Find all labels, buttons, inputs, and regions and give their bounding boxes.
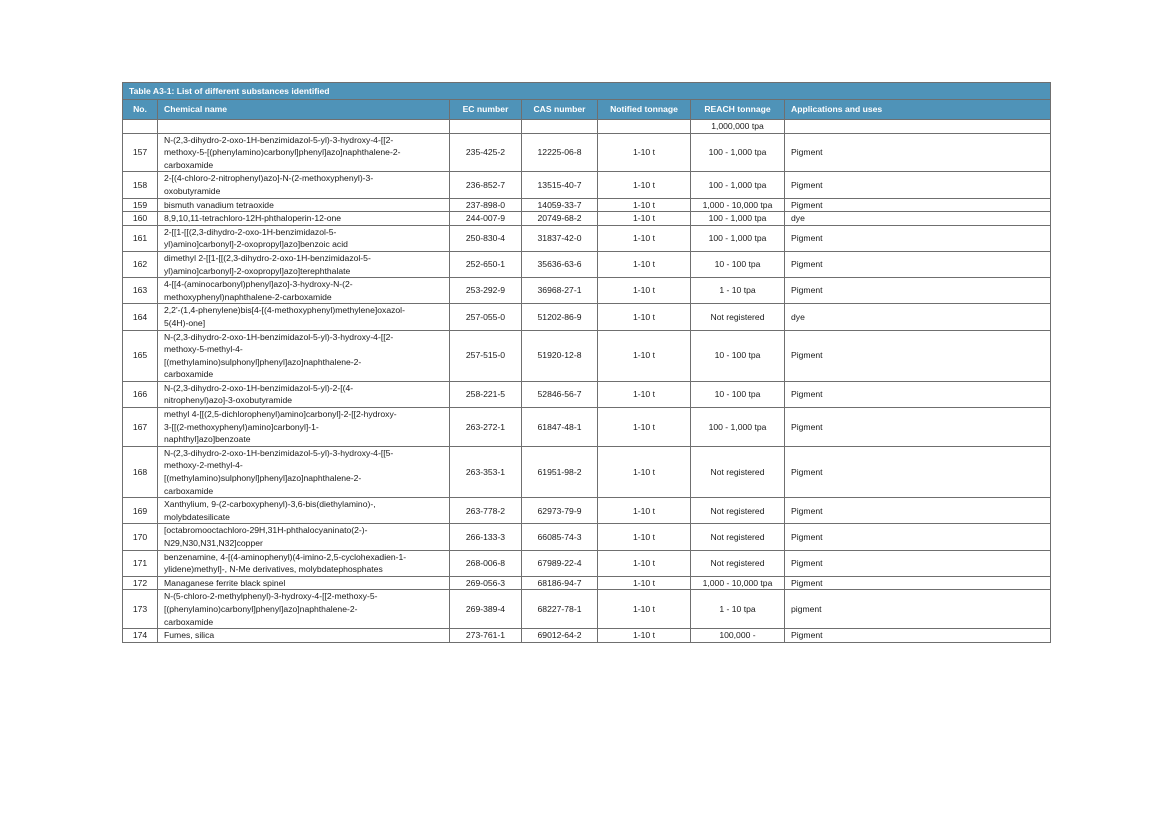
- cell-ec-number: 273-761-1: [450, 629, 522, 643]
- cell-cas-number: 20749-68-2: [522, 212, 598, 226]
- table-row: [123, 629, 1051, 643]
- cell-cas-number: 13515-40-7: [522, 172, 598, 198]
- cell-chemical-name: [158, 498, 450, 524]
- header-ec-number: EC number: [450, 100, 522, 120]
- chemical-name-line: benzenamine, 4-[(4-aminophenyl)(4-imino-2,5-cyclohexadien-1-: [164, 551, 407, 562]
- cell-notified-tonnage: 1-10 t: [598, 524, 691, 550]
- cell-chemical-name: [158, 408, 450, 447]
- cell-notified-tonnage: 1-10 t: [598, 212, 691, 226]
- cell-notified-tonnage: 1-10 t: [598, 198, 691, 212]
- cell-chemical-name: [158, 446, 450, 497]
- cell-notified-tonnage: 1-10 t: [598, 172, 691, 198]
- cell-no: 173: [123, 590, 158, 629]
- cell-reach-tonnage: 1,000,000 tpa: [691, 120, 785, 134]
- cell-ec-number: 252-650-1: [450, 251, 522, 277]
- cell-reach-tonnage: Not registered: [691, 304, 785, 330]
- chemical-name-line: bismuth vanadium tetraoxide: [164, 199, 274, 210]
- chemical-name-line: methoxyphenyl)naphthalene-2-carboxamide: [164, 291, 332, 302]
- cell-chemical-name: [158, 629, 450, 643]
- cell-notified-tonnage: 1-10 t: [598, 576, 691, 590]
- header-applications: Applications and uses: [785, 100, 1051, 120]
- cell-applications: Pigment: [785, 446, 1051, 497]
- cell-no: 164: [123, 304, 158, 330]
- table-row: [123, 133, 1051, 172]
- cell-chemical-name: [158, 278, 450, 304]
- cell-notified-tonnage: 1-10 t: [598, 304, 691, 330]
- cell-applications: Pigment: [785, 524, 1051, 550]
- cell-cas-number: 61951-98-2: [522, 446, 598, 497]
- carryover-row: [123, 120, 1051, 134]
- cell-reach-tonnage: 1,000 - 10,000 tpa: [691, 576, 785, 590]
- cell-notified-tonnage: 1-10 t: [598, 381, 691, 407]
- cell-cas-number: 52846-56-7: [522, 381, 598, 407]
- cell-notified-tonnage: 1-10 t: [598, 251, 691, 277]
- table-row: [123, 212, 1051, 226]
- cell-applications: Pigment: [785, 381, 1051, 407]
- cell-no: [123, 120, 158, 134]
- cell-applications: Pigment: [785, 576, 1051, 590]
- cell-notified-tonnage: 1-10 t: [598, 550, 691, 576]
- cell-ec-number: 257-055-0: [450, 304, 522, 330]
- cell-applications: [785, 120, 1051, 134]
- cell-cas-number: 61847-48-1: [522, 408, 598, 447]
- chemical-name-line: 4-[[4-(aminocarbonyl)phenyl]azo]-3-hydroxy-N-(2-: [164, 279, 353, 290]
- header-no: No.: [123, 100, 158, 120]
- chemical-name-line: carboxamide: [164, 369, 214, 380]
- cell-ec-number: 263-353-1: [450, 446, 522, 497]
- cell-cas-number: 36968-27-1: [522, 278, 598, 304]
- table-row: [123, 278, 1051, 304]
- cell-reach-tonnage: 10 - 100 tpa: [691, 251, 785, 277]
- table-row: [123, 198, 1051, 212]
- cell-cas-number: 69012-64-2: [522, 629, 598, 643]
- chemical-name-line: carboxamide: [164, 616, 214, 627]
- cell-reach-tonnage: Not registered: [691, 550, 785, 576]
- cell-applications: Pigment: [785, 133, 1051, 172]
- chemical-name-line: ylidene)methyl]-, N-Me derivatives, molybdatephosphates: [164, 564, 383, 575]
- cell-cas-number: 35636-63-6: [522, 251, 598, 277]
- chemical-name-line: 3-[[(2-methoxyphenyl)amino]carbonyl]-1-: [164, 421, 319, 432]
- chemical-name-line: N-(2,3-dihydro-2-oxo-1H-benzimidazol-5-yl)-3-hydroxy-4-[[2-: [164, 331, 394, 342]
- cell-cas-number: 31837-42-0: [522, 225, 598, 251]
- cell-chemical-name: [158, 576, 450, 590]
- cell-cas-number: 68186-94-7: [522, 576, 598, 590]
- cell-reach-tonnage: 10 - 100 tpa: [691, 330, 785, 381]
- cell-cas-number: 51202-86-9: [522, 304, 598, 330]
- chemical-name-line: 2-[[1-[[(2,3-dihydro-2-oxo-1H-benzimidazol-5-: [164, 226, 337, 237]
- cell-applications: Pigment: [785, 330, 1051, 381]
- header-notified-tonnage: Notified tonnage: [598, 100, 691, 120]
- cell-ec-number: 237-898-0: [450, 198, 522, 212]
- chemical-name-line: [(methylamino)sulphonyl]phenyl]azo]naphthalene-2-: [164, 356, 362, 367]
- table-row: [123, 304, 1051, 330]
- cell-applications: Pigment: [785, 278, 1051, 304]
- header-chemical-name: Chemical name: [158, 100, 450, 120]
- cell-ec-number: 263-272-1: [450, 408, 522, 447]
- cell-chemical-name: [158, 120, 450, 134]
- cell-ec-number: 258-221-5: [450, 381, 522, 407]
- cell-ec-number: 268-006-8: [450, 550, 522, 576]
- cell-notified-tonnage: 1-10 t: [598, 498, 691, 524]
- cell-chemical-name: [158, 524, 450, 550]
- cell-chemical-name: [158, 590, 450, 629]
- table-row: [123, 498, 1051, 524]
- cell-cas-number: 62973-79-9: [522, 498, 598, 524]
- cell-notified-tonnage: 1-10 t: [598, 590, 691, 629]
- table-row: [123, 590, 1051, 629]
- cell-reach-tonnage: 100 - 1,000 tpa: [691, 212, 785, 226]
- chemical-name-line: carboxamide: [164, 159, 214, 170]
- cell-chemical-name: [158, 330, 450, 381]
- cell-cas-number: 66085-74-3: [522, 524, 598, 550]
- header-cas-number: CAS number: [522, 100, 598, 120]
- table-title-row: [123, 83, 1051, 100]
- cell-cas-number: 68227-78-1: [522, 590, 598, 629]
- chemical-name-line: methyl 4-[[(2,5-dichlorophenyl)amino]carbonyl]-2-[[2-hydroxy-: [164, 409, 397, 420]
- chemical-name-line: methoxy-5-methyl-4-: [164, 344, 243, 355]
- table-row: [123, 524, 1051, 550]
- cell-chemical-name: [158, 251, 450, 277]
- table-row: [123, 408, 1051, 447]
- substances-table: [122, 82, 1051, 643]
- cell-applications: pigment: [785, 590, 1051, 629]
- cell-chemical-name: [158, 198, 450, 212]
- chemical-name-line: 5(4H)-one]: [164, 317, 206, 328]
- chemical-name-line: N-(2,3-dihydro-2-oxo-1H-benzimidazol-5-yl)-2-[(4-: [164, 382, 354, 393]
- chemical-name-line: carboxamide: [164, 485, 214, 496]
- cell-cas-number: [522, 120, 598, 134]
- cell-ec-number: [450, 120, 522, 134]
- cell-ec-number: 250-830-4: [450, 225, 522, 251]
- chemical-name-line: N-(2,3-dihydro-2-oxo-1H-benzimidazol-5-yl)-3-hydroxy-4-[[2-: [164, 134, 394, 145]
- chemical-name-line: [octabromooctachloro-29H,31H-phthalocyaninato(2-)-: [164, 525, 368, 536]
- cell-applications: Pigment: [785, 629, 1051, 643]
- cell-applications: Pigment: [785, 225, 1051, 251]
- table-row: [123, 225, 1051, 251]
- cell-notified-tonnage: 1-10 t: [598, 225, 691, 251]
- cell-chemical-name: [158, 172, 450, 198]
- cell-cas-number: 67989-22-4: [522, 550, 598, 576]
- cell-chemical-name: [158, 225, 450, 251]
- cell-applications: dye: [785, 304, 1051, 330]
- cell-no: 174: [123, 629, 158, 643]
- cell-chemical-name: [158, 212, 450, 226]
- chemical-name-line: naphthyl]azo]benzoate: [164, 434, 251, 445]
- cell-no: 165: [123, 330, 158, 381]
- cell-cas-number: 51920-12-8: [522, 330, 598, 381]
- cell-ec-number: 253-292-9: [450, 278, 522, 304]
- cell-ec-number: 269-389-4: [450, 590, 522, 629]
- chemical-name-line: yl)amino]carbonyl]-2-oxopropyl]azo]terephthalate: [164, 265, 351, 276]
- cell-no: 162: [123, 251, 158, 277]
- table-row: [123, 446, 1051, 497]
- table-row: [123, 576, 1051, 590]
- cell-no: 159: [123, 198, 158, 212]
- chemical-name-line: [(phenylamino)carbonyl]phenyl]azo]naphthalene-2-: [164, 603, 358, 614]
- cell-reach-tonnage: 100 - 1,000 tpa: [691, 172, 785, 198]
- table-row: [123, 330, 1051, 381]
- cell-applications: Pigment: [785, 408, 1051, 447]
- cell-ec-number: 236-852-7: [450, 172, 522, 198]
- chemical-name-line: oxobutyramide: [164, 185, 221, 196]
- chemical-name-line: molybdatesilicate: [164, 511, 230, 522]
- cell-chemical-name: [158, 304, 450, 330]
- cell-reach-tonnage: 100 - 1,000 tpa: [691, 133, 785, 172]
- cell-no: 157: [123, 133, 158, 172]
- cell-reach-tonnage: 1 - 10 tpa: [691, 590, 785, 629]
- cell-chemical-name: [158, 381, 450, 407]
- cell-reach-tonnage: 1,000 - 10,000 tpa: [691, 198, 785, 212]
- table-row: [123, 172, 1051, 198]
- chemical-name-line: N-(5-chloro-2-methylphenyl)-3-hydroxy-4-[[2-methoxy-5-: [164, 591, 378, 602]
- chemical-name-line: dimethyl 2-[[1-[[(2,3-dihydro-2-oxo-1H-benzimidazol-5-: [164, 252, 371, 263]
- table-row: [123, 550, 1051, 576]
- cell-no: 170: [123, 524, 158, 550]
- cell-ec-number: 269-056-3: [450, 576, 522, 590]
- cell-reach-tonnage: 1 - 10 tpa: [691, 278, 785, 304]
- cell-ec-number: 257-515-0: [450, 330, 522, 381]
- cell-no: 168: [123, 446, 158, 497]
- cell-reach-tonnage: 100 - 1,000 tpa: [691, 225, 785, 251]
- cell-reach-tonnage: 100 - 1,000 tpa: [691, 408, 785, 447]
- cell-applications: Pigment: [785, 498, 1051, 524]
- cell-no: 171: [123, 550, 158, 576]
- chemical-name-line: methoxy-5-[(phenylamino)carbonyl]phenyl]azo]naphthalene-2-: [164, 147, 401, 158]
- chemical-name-line: 2,2'-(1,4-phenylene)bis[4-[(4-methoxyphenyl)methylene]oxazol-: [164, 305, 405, 316]
- cell-reach-tonnage: Not registered: [691, 498, 785, 524]
- cell-ec-number: 266-133-3: [450, 524, 522, 550]
- table-header-row: [123, 100, 1051, 120]
- chemical-name-line: [(methylamino)sulphonyl]phenyl]azo]naphthalene-2-: [164, 473, 362, 484]
- cell-no: 172: [123, 576, 158, 590]
- cell-cas-number: 14059-33-7: [522, 198, 598, 212]
- cell-applications: dye: [785, 212, 1051, 226]
- cell-notified-tonnage: [598, 120, 691, 134]
- cell-applications: Pigment: [785, 550, 1051, 576]
- cell-no: 166: [123, 381, 158, 407]
- cell-chemical-name: [158, 133, 450, 172]
- header-reach-tonnage: REACH tonnage: [691, 100, 785, 120]
- table-title: Table A3-1: List of different substances identified: [123, 83, 1051, 100]
- cell-notified-tonnage: 1-10 t: [598, 278, 691, 304]
- cell-ec-number: 244-007-9: [450, 212, 522, 226]
- chemical-name-line: N29,N30,N31,N32]copper: [164, 538, 263, 548]
- cell-notified-tonnage: 1-10 t: [598, 330, 691, 381]
- cell-chemical-name: [158, 550, 450, 576]
- cell-ec-number: 263-778-2: [450, 498, 522, 524]
- cell-no: 161: [123, 225, 158, 251]
- cell-applications: Pigment: [785, 172, 1051, 198]
- cell-notified-tonnage: 1-10 t: [598, 629, 691, 643]
- table-body: [123, 120, 1051, 643]
- cell-no: 160: [123, 212, 158, 226]
- chemical-name-line: methoxy-2-methyl-4-: [164, 460, 243, 471]
- table-row: [123, 381, 1051, 407]
- chemical-name-line: N-(2,3-dihydro-2-oxo-1H-benzimidazol-5-yl)-3-hydroxy-4-[[5-: [164, 447, 394, 458]
- cell-reach-tonnage: 10 - 100 tpa: [691, 381, 785, 407]
- table-row: [123, 251, 1051, 277]
- cell-ec-number: 235-425-2: [450, 133, 522, 172]
- cell-no: 169: [123, 498, 158, 524]
- cell-notified-tonnage: 1-10 t: [598, 408, 691, 447]
- chemical-name-line: nitrophenyl)azo]-3-oxobutyramide: [164, 395, 293, 406]
- cell-reach-tonnage: Not registered: [691, 446, 785, 497]
- chemical-name-line: Fumes, silica: [164, 630, 215, 641]
- cell-notified-tonnage: 1-10 t: [598, 133, 691, 172]
- cell-no: 167: [123, 408, 158, 447]
- chemical-name-line: 2-[(4-chloro-2-nitrophenyl)azo]-N-(2-methoxyphenyl)-3-: [164, 173, 374, 184]
- cell-no: 163: [123, 278, 158, 304]
- cell-reach-tonnage: 100,000 -: [691, 629, 785, 643]
- chemical-name-line: yl)amino]carbonyl]-2-oxopropyl]azo]benzoic acid: [164, 239, 348, 250]
- chemical-name-line: 8,9,10,11-tetrachloro-12H-phthaloperin-12-one: [164, 213, 342, 224]
- cell-no: 158: [123, 172, 158, 198]
- chemical-name-line: Managanese ferrite black spinel: [164, 577, 286, 588]
- chemical-name-line: Xanthylium, 9-(2-carboxyphenyl)-3,6-bis(diethylamino)-,: [164, 499, 376, 510]
- cell-applications: Pigment: [785, 198, 1051, 212]
- cell-cas-number: 12225-06-8: [522, 133, 598, 172]
- cell-applications: Pigment: [785, 251, 1051, 277]
- cell-reach-tonnage: Not registered: [691, 524, 785, 550]
- cell-notified-tonnage: 1-10 t: [598, 446, 691, 497]
